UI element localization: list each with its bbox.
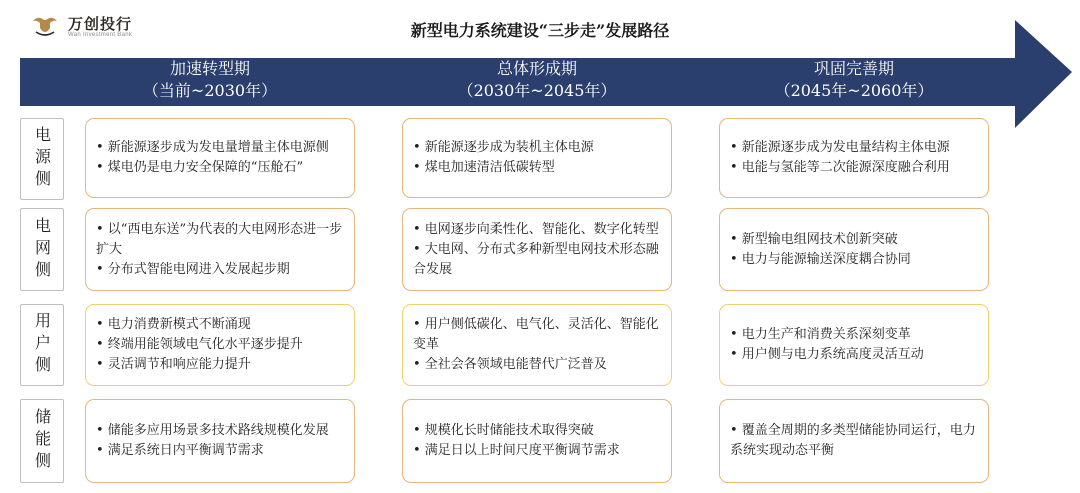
cell-grid-phase2 xyxy=(402,208,672,291)
bullet-item: • 灵活调节和响应能力提升 xyxy=(96,357,251,372)
bullet-item: • 新能源逐步成为装机主体电源 xyxy=(413,140,594,155)
cell-user-phase1 xyxy=(85,304,355,386)
bullet-item: • 覆盖全周期的多类型储能协同运行，电力系统实现动态平衡 xyxy=(730,423,976,458)
bullet-item: • 电力生产和消费关系深刻变革 xyxy=(730,327,911,342)
phase-range: （当前~2030年） xyxy=(142,81,278,100)
cell-user-phase2 xyxy=(402,304,672,386)
bullet-item: • 煤电仍是电力安全保障的“压舱石” xyxy=(96,160,304,175)
phase-range: （2045年~2060年） xyxy=(774,81,934,100)
row-label-grid: 电网侧 xyxy=(20,208,64,291)
bullet-item: • 新型输电组网技术创新突破 xyxy=(730,231,898,247)
bullet-item: • 满足日以上时间尺度平衡调节需求 xyxy=(413,443,620,458)
cell-user-phase3 xyxy=(719,304,989,386)
row-label-power-source: 电源侧 xyxy=(20,118,64,200)
bullet-item: • 分布式智能电网进入发展起步期 xyxy=(96,261,290,277)
cell-power-source-phase2 xyxy=(402,118,672,198)
phase-range: （2030年~2045年） xyxy=(457,81,617,100)
cell-power-source-phase3 xyxy=(719,118,989,198)
bullet-item: • 用户侧与电力系统高度灵活互动 xyxy=(730,347,924,362)
bullet-item: • 满足系统日内平衡调节需求 xyxy=(96,443,264,458)
phase-name: 巩固完善期 xyxy=(813,59,894,78)
bullet-item: • 全社会各领域电能替代广泛普及 xyxy=(413,357,607,372)
logo-title: 万创投行 xyxy=(68,15,133,33)
row-label-user: 用户侧 xyxy=(20,304,64,386)
cell-power-source-phase1 xyxy=(85,118,355,198)
bullet-item: • 煤电加速清洁低碳转型 xyxy=(413,160,555,175)
bullet-item: • 用户侧低碳化、电气化、灵活化、智能化变革 xyxy=(413,317,659,352)
cell-storage-phase3 xyxy=(719,399,989,483)
bullet-item: • 储能多应用场景多技术路线规模化发展 xyxy=(96,423,329,438)
bullet-item: • 终端用能领域电气化水平逐步提升 xyxy=(96,337,303,352)
bullet-item: • 电力与能源输送深度耦合协同 xyxy=(730,251,911,267)
row-label-storage: 储能侧 xyxy=(20,399,64,483)
bullet-item: • 新能源逐步成为发电量结构主体电源 xyxy=(730,140,950,155)
phase-2 xyxy=(407,58,667,102)
cell-grid-phase1 xyxy=(85,208,355,291)
bullet-item: • 以“西电东送”为代表的大电网形态进一步扩大 xyxy=(96,221,343,257)
bullet-item: • 电能与氢能等二次能源深度融合利用 xyxy=(730,160,950,175)
cell-grid-phase3 xyxy=(719,208,989,291)
phase-name: 总体形成期 xyxy=(496,59,577,78)
bullet-item: • 大电网、分布式多种新型电网技术形态融合发展 xyxy=(413,241,659,277)
bullet-item: • 电力消费新模式不断涌现 xyxy=(96,317,251,332)
cell-storage-phase1 xyxy=(85,399,355,483)
phase-3 xyxy=(724,58,984,102)
bullet-item: • 电网逐步向柔性化、智能化、数字化转型 xyxy=(413,221,659,237)
cell-storage-phase2 xyxy=(402,399,672,483)
page-title: 新型电力系统建设“三步走”发展路径 xyxy=(410,21,670,40)
bullet-item: • 新能源逐步成为发电量增量主体电源侧 xyxy=(96,140,329,155)
phase-1 xyxy=(80,58,340,102)
bullet-item: • 规模化长时储能技术取得突破 xyxy=(413,423,594,438)
logo-subtitle: Wan Investment Bank xyxy=(68,32,133,38)
phase-name: 加速转型期 xyxy=(169,59,250,78)
